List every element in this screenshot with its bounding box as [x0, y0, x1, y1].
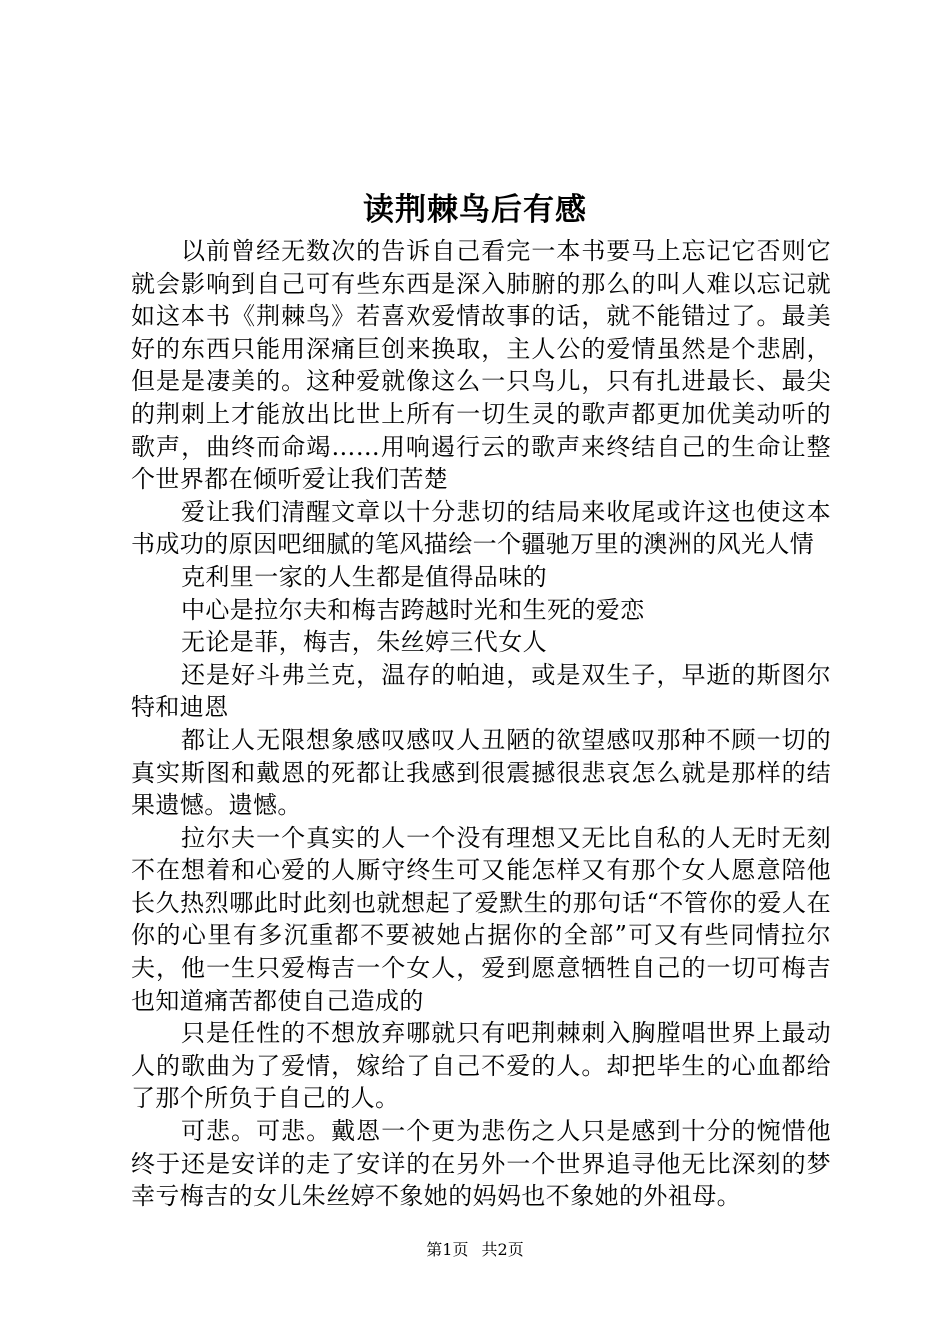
paragraph: 可悲。可悲。戴恩一个更为悲伤之人只是感到十分的惋惜他终于还是安详的走了安详的在另外一个世界追寻他无比深刻的梦幸亏梅吉的女儿朱丝婷不象她的妈妈也不象她的外祖母。 [131, 1117, 831, 1211]
document-title: 读荆棘鸟后有感 [363, 192, 587, 228]
paragraph: 爱让我们清醒文章以十分悲切的结局来收尾或许这也使这本书成功的原因吧细腻的笔风描绘一个疆驰万里的澳洲的风光人情 [131, 497, 831, 559]
paragraph: 都让人无限想象感叹感叹人丑陋的欲望感叹那种不顾一切的真实斯图和戴恩的死都让我感到很震撼很悲哀怎么就是那样的结果遗憾。遗憾。 [131, 725, 831, 820]
paragraph: 无论是菲，梅吉，朱丝婷三代女人 [181, 628, 547, 657]
document-body [131, 235, 831, 1213]
paragraph: 还是好斗弗兰克，温存的帕迪，或是双生子，早逝的斯图尔特和迪恩 [131, 660, 831, 722]
paragraph: 克利里一家的人生都是值得品味的 [181, 562, 547, 591]
paragraph: 中心是拉尔夫和梅吉跨越时光和生死的爱恋 [181, 595, 645, 624]
page-footer [0, 1240, 950, 1260]
paragraph: 以前曾经无数次的告诉自己看完一本书要马上忘记它否则它就会影响到自己可有些东西是深入肺腑的那么的叫人难以忘记就如这本书《荆棘鸟》若喜欢爱情故事的话，就不能错过了。最美好的东西只能用深痛巨创来换取，主人公的爱情虽然是个悲剧，但是是凄美的。这种爱就像这么一只鸟儿，只有扎进最长、最尖的荆刺上才能放出比世上所有一切生灵的歌声都更加优美动听的歌声，曲终而命竭……用响遏行云的歌声来终结自己的生命让整个世界都在倾听爱让我们苦楚 [131, 237, 831, 494]
paragraph: 拉尔夫一个真实的人一个没有理想又无比自私的人无时无刻不在想着和心爱的人厮守终生可又能怎样又有那个女人愿意陪他长久热烈哪此时此刻也就想起了爱默生的那句话“不管你的爱人在你的心里有多沉重都不要被她占据你的全部”可又有些同情拉尔夫，他一生只爱梅吉一个女人，爱到愿意牺牲自己的一切可梅吉也知道痛苦都使自己造成的 [131, 823, 831, 1015]
paragraph: 只是任性的不想放弃哪就只有吧荆棘刺入胸膛唱世界上最动人的歌曲为了爱情，嫁给了自己不爱的人。却把毕生的心血都给了那个所负于自己的人。 [131, 1019, 831, 1113]
page-total: 共2页 [481, 1240, 524, 1259]
page-number: 第1页 [426, 1240, 469, 1259]
